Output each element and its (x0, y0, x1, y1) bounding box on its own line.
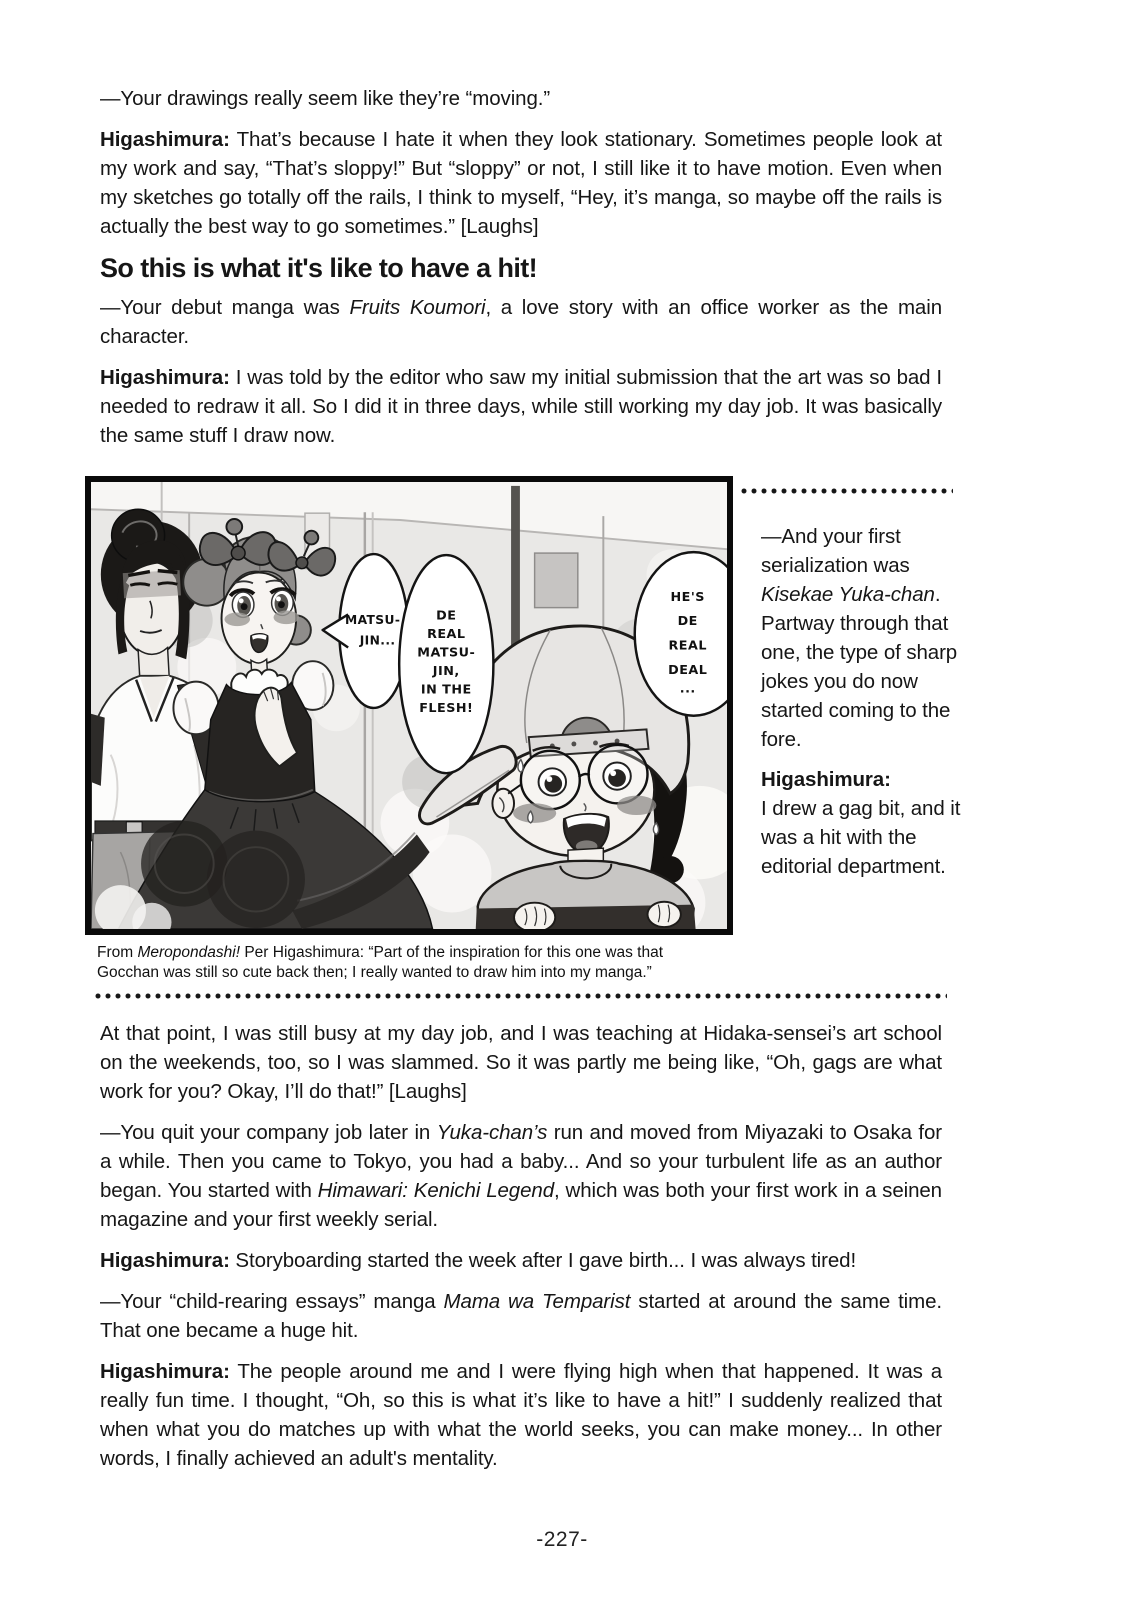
bubble-text: DE (436, 607, 457, 623)
speaker-label: Higashimura: (100, 1360, 230, 1383)
section-heading: So this is what it's like to have a hit! (100, 253, 538, 283)
manga-title: Yuka-chan’s (436, 1121, 548, 1144)
question-text: started at around the same time. That one became a huge hit. (100, 1290, 942, 1342)
answer-text: The people around me and I were flying high when that happened. It was a really fun time. I thought, “Oh, so this is what it’s like to have a hit!” I suddenly realized that when what you do matches up with what the world seeks, you can make money... In other words, I finally achieved an adult's mentality. (100, 1360, 942, 1470)
sidebar-question (761, 522, 965, 754)
question-paragraph (100, 1287, 942, 1345)
man-eye (158, 583, 178, 584)
bubble-text: DE (677, 613, 698, 629)
caption-text: Per Higashimura: “Part of the inspiration for this one was that Gocchan was still so cute back then; I really wanted to draw him into my manga.” (97, 944, 664, 981)
bubble-text: FLESH! (419, 699, 474, 715)
bubble-text: IN THE (420, 681, 472, 697)
sidebar-column (761, 476, 965, 892)
question-text: —You quit your company job later in (100, 1121, 437, 1144)
bubble-text: ... (679, 680, 696, 696)
dotted-divider-top (741, 488, 953, 494)
answer-text: Storyboarding started the week after I gave birth... I was always tired! (229, 1249, 857, 1272)
kid-hand (648, 902, 681, 927)
answer-paragraph (100, 125, 942, 241)
speaker-label: Higashimura: (100, 1249, 230, 1272)
interview-text-column (97, 84, 961, 1485)
answer-text: I was told by the editor who saw my initial submission that the art was so bad I needed to redraw it all. So I did it in three days, while still working my day job. It was basically the same stuff I draw now. (100, 366, 942, 447)
manga-title: Mama wa Temparist (443, 1290, 631, 1313)
question-text: . Partway through that one, the type of sharp jokes you do now started coming to the fore. (761, 583, 958, 751)
manga-title: Himawari: Kenichi Legend (317, 1179, 554, 1202)
bubble-text: HE'S (670, 588, 705, 604)
answer-continuation-paragraph: At that point, I was still busy at my day job, and I was teaching at Hidaka-sensei’s art school on the weekends, too, so I was slammed. So it was partly me being like, “Oh, gags are what work for you? Okay, I’ll do that!” [Laughs] (100, 1022, 942, 1103)
bubble-text: MATSU- (417, 644, 476, 660)
question-text: run and moved from Miyazaki to Osaka for a while. Then you came to Tokyo, you had a baby... And so your turbulent life as an author began. You started with (100, 1121, 942, 1202)
answer-text: That’s because I hate it when they look stationary. Sometimes people look at my work and say, “That’s sloppy!” But “sloppy” or not, I still like it to have motion. Even when my sketches go totally off the rails, I think to myself, “Hey, it’s manga, so maybe off the rails is actually the best way to go sometimes.” [Laughs] (100, 128, 942, 238)
caption-text: From (97, 944, 138, 961)
question-text: —Your debut manga was (100, 296, 350, 319)
manga-title: Meropondashi! (137, 944, 241, 961)
bubble-text: JIN... (359, 633, 396, 648)
man-eye (130, 584, 150, 585)
wall-picture (535, 553, 578, 608)
speaker-label: Higashimura: (100, 128, 230, 151)
answer-text: I drew a gag bit, and it was a hit with the editorial department. (761, 797, 961, 878)
figure-caption (97, 943, 727, 983)
bubble-text: MATSU- (344, 613, 401, 628)
bubble-text: REAL (427, 625, 466, 641)
manga-title: Fruits Koumori (349, 296, 486, 319)
blush (224, 612, 250, 626)
bubble-text: DEAL (668, 661, 708, 677)
blush (617, 796, 656, 815)
answer-paragraph (100, 1246, 942, 1275)
speaker-label: Higashimura: (100, 366, 230, 389)
question-text: , a love story with an office worker as the main character. (100, 296, 942, 348)
question-paragraph (100, 1118, 942, 1234)
bubble-text: JIN, (432, 662, 460, 678)
manga-panel-illustration (91, 482, 727, 929)
page-number: -227- (536, 1528, 588, 1551)
question-text: , which was both your first work in a seinen magazine and your first weekly serial. (100, 1179, 942, 1231)
blush (274, 611, 300, 625)
manga-panel (85, 476, 733, 935)
sweat-drop (518, 760, 523, 773)
speech-bubble-matsujin (339, 554, 408, 708)
sidebar-answer (761, 765, 965, 881)
figure-band (85, 476, 965, 935)
question-paragraph: —Your drawings really seem like they’re “moving.” (100, 87, 551, 110)
bubble-text: REAL (668, 637, 707, 653)
question-text: —And your first serialization was (761, 525, 910, 577)
answer-paragraph (100, 1357, 942, 1473)
manga-title: Kisekae Yuka-chan (761, 583, 935, 606)
question-paragraph (100, 293, 942, 351)
speaker-label: Higashimura: (761, 768, 891, 791)
sidebar-text (761, 476, 965, 881)
sweat-drop (653, 823, 658, 835)
dotted-divider-bottom (95, 993, 947, 999)
question-text: —Your “child-rearing essays” manga (100, 1290, 444, 1313)
blush (513, 803, 556, 822)
answer-paragraph (100, 363, 942, 450)
sweat-drop (528, 811, 533, 823)
